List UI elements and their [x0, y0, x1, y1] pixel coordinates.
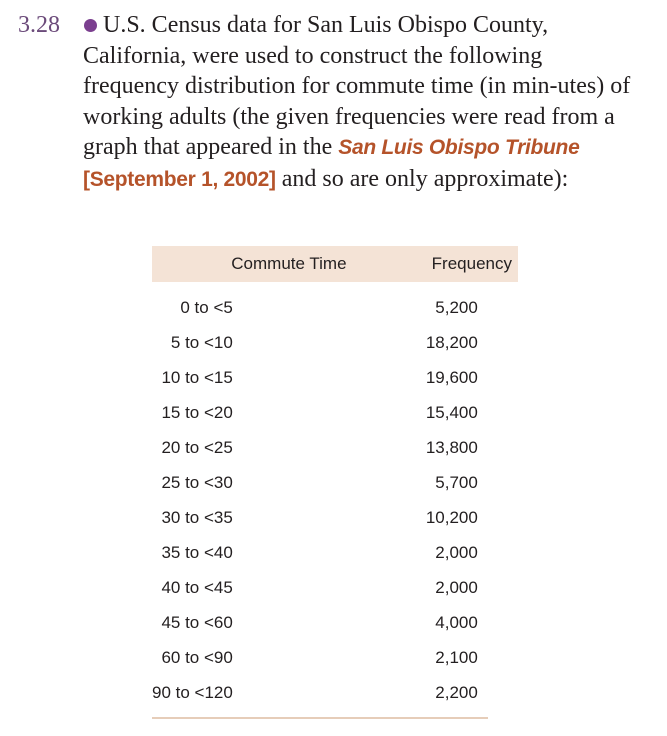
commute-time-cell: 45 to <60 — [161, 612, 233, 632]
commute-time-cell: 5 to <10 — [170, 332, 233, 352]
table-row — [152, 465, 518, 500]
frequency-cell: 5,200 — [435, 297, 478, 317]
commute-time-cell: 10 to <15 — [161, 367, 233, 387]
table-bottom-rule — [152, 717, 488, 719]
frequency-cell: 2,200 — [435, 682, 478, 702]
table-header-row — [152, 246, 518, 282]
problem-text-end: and so are only approximate): — [275, 165, 569, 192]
source-date: [September 1, 2002] — [83, 167, 276, 191]
frequency-table — [152, 246, 518, 710]
table-row — [152, 535, 518, 570]
frequency-cell: 15,400 — [425, 402, 478, 422]
table-row — [152, 282, 518, 325]
table-row — [152, 325, 518, 360]
frequency-cell: 5,700 — [435, 472, 478, 492]
commute-time-cell: 25 to <30 — [161, 472, 233, 492]
frequency-cell: 2,000 — [435, 542, 478, 562]
commute-time-cell: 40 to <45 — [161, 577, 233, 597]
table-row — [152, 605, 518, 640]
table-row — [152, 675, 518, 710]
commute-time-cell: 35 to <40 — [161, 542, 233, 562]
commute-time-cell: 30 to <35 — [161, 507, 233, 527]
table-row — [152, 500, 518, 535]
commute-time-cell: 0 to <5 — [180, 297, 233, 317]
table-row — [152, 640, 518, 675]
commute-time-cell: 20 to <25 — [161, 437, 233, 457]
frequency-cell: 2,100 — [435, 647, 478, 667]
header-commute-time: Commute Time — [231, 254, 347, 273]
problem-text — [83, 10, 643, 195]
source-title: San Luis Obispo Tribune — [338, 136, 580, 159]
commute-time-cell: 60 to <90 — [161, 647, 233, 667]
table-row — [152, 395, 518, 430]
frequency-cell: 13,800 — [425, 437, 478, 457]
problem-text-intro: U.S. Census data for San Luis Obispo County, California, were used to construct the following frequency distribution for commute time (in min-utes) of working adults (the given frequencies were read from a graph that appeared in the — [83, 12, 631, 160]
table-body — [152, 282, 518, 710]
frequency-cell: 10,200 — [425, 507, 478, 527]
frequency-cell: 18,200 — [425, 332, 478, 352]
frequency-cell: 19,600 — [425, 367, 478, 387]
commute-time-cell: 15 to <20 — [161, 402, 233, 422]
table-row — [152, 360, 518, 395]
header-frequency: Frequency — [431, 254, 512, 273]
table-row — [152, 570, 518, 605]
problem-number: 3.28 — [18, 12, 60, 38]
frequency-cell: 2,000 — [435, 577, 478, 597]
frequency-cell: 4,000 — [435, 612, 478, 632]
commute-time-cell: 90 to <120 — [152, 682, 233, 702]
table-row — [152, 430, 518, 465]
frequency-table-container — [152, 246, 512, 719]
